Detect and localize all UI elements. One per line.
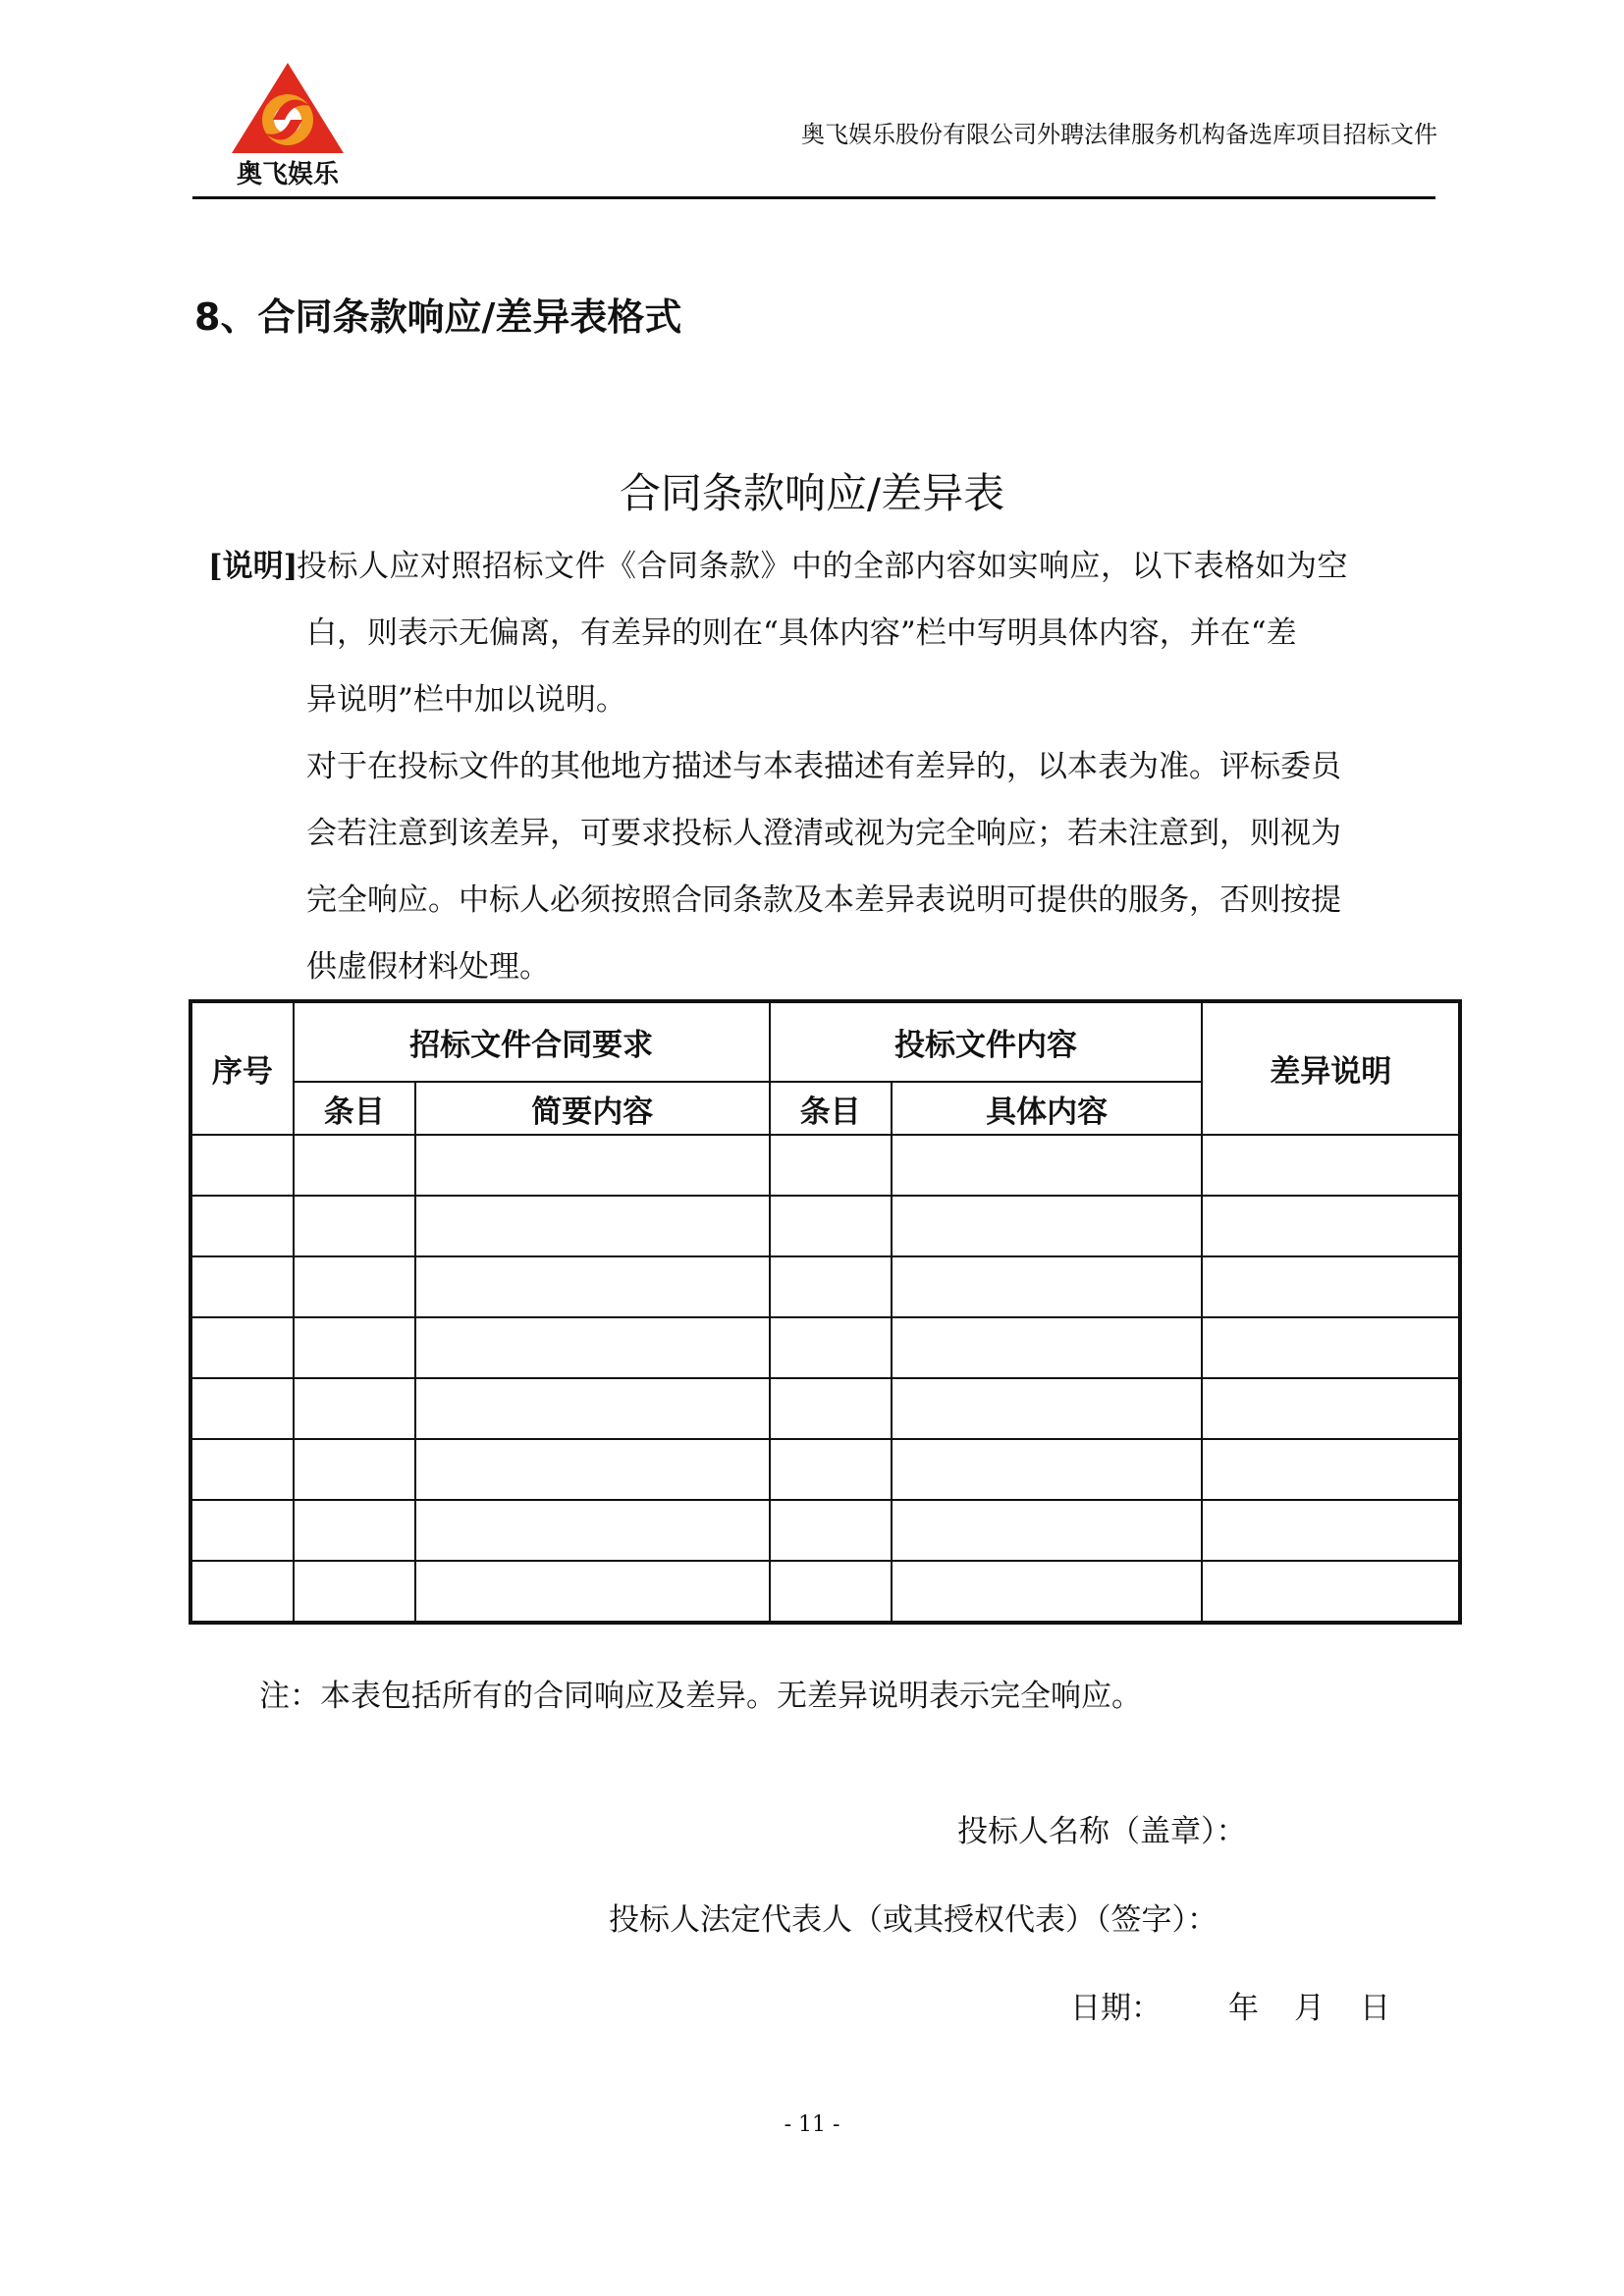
table-cell[interactable] xyxy=(892,1196,1203,1256)
table-row xyxy=(190,1439,1460,1500)
table-cell[interactable] xyxy=(1202,1317,1460,1378)
table-row xyxy=(190,1500,1460,1561)
instructions-line-3: 异说明”栏中加以说明。 xyxy=(306,682,626,718)
subheader-detail: 具体内容 xyxy=(892,1082,1203,1135)
table-cell[interactable] xyxy=(892,1561,1203,1623)
table-cell[interactable] xyxy=(770,1439,892,1500)
table-cell[interactable] xyxy=(892,1500,1203,1561)
table-cell[interactable] xyxy=(892,1317,1203,1378)
logo-text: 奥飞娱乐 xyxy=(236,160,340,188)
instructions-line-2: 白，则表示无偏离，有差异的则在“具体内容”栏中写明具体内容，并在“差 xyxy=(306,615,1297,651)
instructions-paragraph-2-line-3: 完全响应。中标人必须按照合同条款及本差异表说明可提供的服务，否则按提 xyxy=(306,882,1341,918)
subheader-bid-item: 条目 xyxy=(770,1082,892,1135)
table-cell[interactable] xyxy=(190,1135,294,1196)
header-divider xyxy=(192,196,1435,199)
form-title: 合同条款响应/差异表 xyxy=(619,469,1005,517)
table-cell[interactable] xyxy=(190,1439,294,1500)
table-cell[interactable] xyxy=(415,1500,770,1561)
instructions-paragraph-2-line-2: 会若注意到该差异，可要求投标人澄清或视为完全响应；若未注意到，则视为 xyxy=(306,816,1341,851)
table-cell[interactable] xyxy=(1202,1561,1460,1623)
table-cell[interactable] xyxy=(1202,1378,1460,1439)
table-cell[interactable] xyxy=(1202,1256,1460,1317)
header-tender-requirements: 招标文件合同要求 xyxy=(294,1001,770,1082)
table-cell[interactable] xyxy=(770,1317,892,1378)
table-cell[interactable] xyxy=(1202,1196,1460,1256)
table-cell[interactable] xyxy=(892,1378,1203,1439)
header-difference-notes: 差异说明 xyxy=(1202,1001,1460,1135)
section-heading: 8、合同条款响应/差异表格式 xyxy=(194,295,682,339)
subheader-tender-item: 条目 xyxy=(294,1082,415,1135)
date-year: 年 xyxy=(1228,1991,1259,2026)
instructions-paragraph-2-line-1: 对于在投标文件的其他地方描述与本表描述有差异的，以本表为准。评标委员 xyxy=(306,749,1341,784)
page-number: - 11 - xyxy=(784,2112,840,2137)
table-footnote: 注：本表包括所有的合同响应及差异。无差异说明表示完全响应。 xyxy=(259,1679,1142,1714)
table-cell[interactable] xyxy=(892,1256,1203,1317)
header-bid-content: 投标文件内容 xyxy=(770,1001,1203,1082)
table-cell[interactable] xyxy=(294,1196,415,1256)
table-row xyxy=(190,1317,1460,1378)
table-cell[interactable] xyxy=(770,1135,892,1196)
table-cell[interactable] xyxy=(190,1256,294,1317)
table-cell[interactable] xyxy=(294,1378,415,1439)
document-header-title: 奥飞娱乐股份有限公司外聘法律服务机构备选库项目招标文件 xyxy=(801,121,1437,148)
bidder-name-field: 投标人名称（盖章）： xyxy=(957,1814,1247,1849)
table-cell[interactable] xyxy=(1202,1500,1460,1561)
table-cell[interactable] xyxy=(190,1196,294,1256)
table-cell[interactable] xyxy=(1202,1135,1460,1196)
date-field xyxy=(1070,1983,1390,2027)
table-cell[interactable] xyxy=(415,1196,770,1256)
instructions-line-1: 投标人应对照招标文件《合同条款》中的全部内容如实响应，以下表格如为空 xyxy=(297,549,1348,584)
table-row xyxy=(190,1135,1460,1196)
table-cell[interactable] xyxy=(190,1500,294,1561)
table-cell[interactable] xyxy=(294,1561,415,1623)
table-cell[interactable] xyxy=(190,1378,294,1439)
table-cell[interactable] xyxy=(892,1439,1203,1500)
table-cell[interactable] xyxy=(294,1439,415,1500)
subheader-summary: 简要内容 xyxy=(415,1082,770,1135)
contract-difference-table xyxy=(189,999,1462,1618)
table-cell[interactable] xyxy=(892,1135,1203,1196)
table-row xyxy=(190,1196,1460,1256)
instructions-paragraph-2-line-4: 供虚假材料处理。 xyxy=(306,949,550,985)
table-cell[interactable] xyxy=(770,1196,892,1256)
table-cell[interactable] xyxy=(770,1378,892,1439)
table-cell[interactable] xyxy=(1202,1439,1460,1500)
table-cell[interactable] xyxy=(415,1256,770,1317)
table-row xyxy=(190,1256,1460,1317)
table-cell[interactable] xyxy=(190,1561,294,1623)
table-body xyxy=(190,1135,1460,1623)
table-cell[interactable] xyxy=(190,1317,294,1378)
table-cell[interactable] xyxy=(415,1561,770,1623)
date-label: 日期： xyxy=(1070,1991,1162,2026)
logo-mark-icon xyxy=(214,59,361,188)
date-day: 日 xyxy=(1360,1991,1390,2026)
table-cell[interactable] xyxy=(770,1500,892,1561)
date-month: 月 xyxy=(1294,1991,1325,2026)
table-row xyxy=(190,1378,1460,1439)
company-logo xyxy=(214,59,361,188)
table-cell[interactable] xyxy=(770,1561,892,1623)
header-seq: 序号 xyxy=(190,1001,294,1135)
table-cell[interactable] xyxy=(415,1135,770,1196)
table-cell[interactable] xyxy=(294,1500,415,1561)
table-cell[interactable] xyxy=(294,1317,415,1378)
table-cell[interactable] xyxy=(770,1256,892,1317)
table-cell[interactable] xyxy=(415,1317,770,1378)
table-cell[interactable] xyxy=(415,1378,770,1439)
table-cell[interactable] xyxy=(294,1256,415,1317)
table-cell[interactable] xyxy=(415,1439,770,1500)
table-row xyxy=(190,1561,1460,1623)
instructions-label: [说明] xyxy=(208,549,298,584)
legal-representative-field: 投标人法定代表人（或其授权代表）（签字）： xyxy=(609,1902,1218,1938)
table-cell[interactable] xyxy=(294,1135,415,1196)
